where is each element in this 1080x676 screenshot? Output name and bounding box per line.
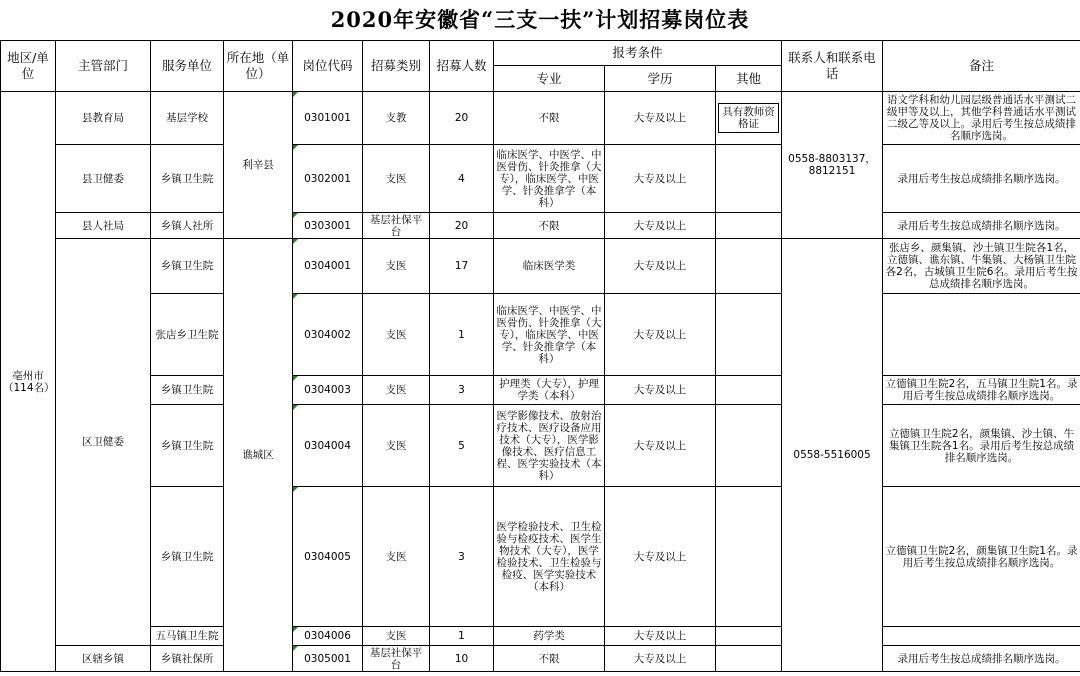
type-cell: 基层社保平台 xyxy=(363,213,430,239)
count-cell: 20 xyxy=(430,92,494,145)
type-cell: 支医 xyxy=(363,627,430,646)
type-cell: 支医 xyxy=(363,487,430,627)
header-note: 备注 xyxy=(883,41,1080,92)
other-cell xyxy=(716,239,782,294)
header-code: 岗位代码 xyxy=(293,41,363,92)
unit-cell: 乡镇社保所 xyxy=(151,646,224,672)
unit-cell: 张店乡卫生院 xyxy=(151,294,224,376)
note-cell: 张店乡、颜集镇、沙土镇卫生院各1名，立德镇、谯东镇、牛集镇、大杨镇卫生院各2名，古城镇卫生院6名。录用后考生按总成绩排名顺序选岗。 xyxy=(883,239,1080,294)
table-row xyxy=(1,294,1080,376)
other-cell xyxy=(716,145,782,213)
education-cell: 大专及以上 xyxy=(605,92,716,145)
header-row xyxy=(1,41,1080,66)
header-education: 学历 xyxy=(605,66,716,92)
other-cell xyxy=(716,627,782,646)
type-cell: 支教 xyxy=(363,92,430,145)
recruitment-table xyxy=(0,40,1080,672)
dept-cell: 区卫健委 xyxy=(56,239,151,646)
table-row xyxy=(1,376,1080,405)
header-contact: 联系人和联系电话 xyxy=(782,41,883,92)
header-dept: 主管部门 xyxy=(56,41,151,92)
code-cell: 0304006 xyxy=(293,627,363,646)
note-cell xyxy=(883,294,1080,376)
type-cell: 支医 xyxy=(363,294,430,376)
note-cell: 立德镇卫生院2名，五马镇卫生院1名。录用后考生按总成绩排名顺序选岗。 xyxy=(883,376,1080,405)
unit-cell: 乡镇卫生院 xyxy=(151,487,224,627)
code-cell: 0304001 xyxy=(293,239,363,294)
code-cell: 0304004 xyxy=(293,405,363,487)
major-cell: 药学类 xyxy=(494,627,605,646)
type-cell: 支医 xyxy=(363,145,430,213)
unit-cell: 乡镇卫生院 xyxy=(151,405,224,487)
dept-cell: 区辖乡镇 xyxy=(56,646,151,672)
note-cell xyxy=(883,627,1080,646)
major-cell: 不限 xyxy=(494,646,605,672)
dept-cell: 县人社局 xyxy=(56,213,151,239)
major-cell: 不限 xyxy=(494,213,605,239)
header-count: 招募人数 xyxy=(430,41,494,92)
major-cell: 临床医学类 xyxy=(494,239,605,294)
education-cell: 大专及以上 xyxy=(605,627,716,646)
education-cell: 大专及以上 xyxy=(605,487,716,627)
unit-cell: 乡镇卫生院 xyxy=(151,376,224,405)
dept-cell: 县教育局 xyxy=(56,92,151,145)
count-cell: 1 xyxy=(430,294,494,376)
other-cell xyxy=(716,213,782,239)
major-cell: 临床医学、中医学、中医骨伤、针灸推拿（大专），临床医学、中医学、针灸推拿学（本科） xyxy=(494,294,605,376)
unit-cell: 基层学校 xyxy=(151,92,224,145)
note-cell: 立德镇卫生院2名，颜集镇、沙土镇、牛集镇卫生院各1名。录用后考生按总成绩排名顺序选岗。 xyxy=(883,405,1080,487)
education-cell: 大专及以上 xyxy=(605,239,716,294)
major-cell: 护理类（大专），护理学类（本科） xyxy=(494,376,605,405)
note-cell: 语文学科和幼儿园层级普通话水平测试二级甲等及以上，其他学科普通话水平测试二级乙等及以上。录用后考生按总成绩排名顺序选岗。 xyxy=(883,92,1080,145)
code-cell: 0305001 xyxy=(293,646,363,672)
unit-cell: 五马镇卫生院 xyxy=(151,627,224,646)
location-cell: 利辛县 xyxy=(224,92,293,239)
code-cell: 0304003 xyxy=(293,376,363,405)
page-title: 2020年安徽省“三支一扶”计划招募岗位表 xyxy=(330,7,750,32)
count-cell: 3 xyxy=(430,487,494,627)
type-cell: 支医 xyxy=(363,239,430,294)
header-unit: 服务单位 xyxy=(151,41,224,92)
unit-cell: 乡镇人社所 xyxy=(151,213,224,239)
other-cell xyxy=(716,294,782,376)
teacher-cert-text: 具有教师资格证 xyxy=(718,103,779,133)
note-cell: 录用后考生按总成绩排名顺序选岗。 xyxy=(883,646,1080,672)
note-cell: 录用后考生按总成绩排名顺序选岗。 xyxy=(883,213,1080,239)
location-cell: 谯城区 xyxy=(224,239,293,672)
table-row xyxy=(1,239,1080,294)
education-cell: 大专及以上 xyxy=(605,646,716,672)
table-row xyxy=(1,145,1080,213)
major-cell: 临床医学、中医学、中医骨伤、针灸推拿（大专），临床医学、中医学、针灸推拿学（本科） xyxy=(494,145,605,213)
major-cell: 医学检验技术、卫生检验与检疫技术、医学生物技术（大专），医学检验技术、卫生检验与检疫、医学实验技术（本科） xyxy=(494,487,605,627)
major-cell: 不限 xyxy=(494,92,605,145)
unit-cell: 乡镇卫生院 xyxy=(151,239,224,294)
other-cell xyxy=(716,92,782,145)
education-cell: 大专及以上 xyxy=(605,213,716,239)
count-cell: 17 xyxy=(430,239,494,294)
code-cell: 0301001 xyxy=(293,92,363,145)
header-location: 所在地（单位） xyxy=(224,41,293,92)
code-cell: 0303001 xyxy=(293,213,363,239)
count-cell: 5 xyxy=(430,405,494,487)
code-cell: 0302001 xyxy=(293,145,363,213)
education-cell: 大专及以上 xyxy=(605,294,716,376)
contact-cell: 0558-8803137，8812151 xyxy=(782,92,883,239)
code-cell: 0304005 xyxy=(293,487,363,627)
type-cell: 支医 xyxy=(363,376,430,405)
table-row xyxy=(1,405,1080,487)
other-cell xyxy=(716,487,782,627)
header-major: 专业 xyxy=(494,66,605,92)
count-cell: 20 xyxy=(430,213,494,239)
major-cell: 医学影像技术、放射治疗技术、医疗设备应用技术（大专），医学影像技术、医疗信息工程、医学实验技术（本科） xyxy=(494,405,605,487)
other-cell xyxy=(716,376,782,405)
count-cell: 10 xyxy=(430,646,494,672)
count-cell: 3 xyxy=(430,376,494,405)
dept-cell: 县卫健委 xyxy=(56,145,151,213)
education-cell: 大专及以上 xyxy=(605,145,716,213)
type-cell: 基层社保平台 xyxy=(363,646,430,672)
header-conditions: 报考条件 xyxy=(494,41,782,66)
unit-cell: 乡镇卫生院 xyxy=(151,145,224,213)
table-row xyxy=(1,487,1080,627)
header-other: 其他 xyxy=(716,66,782,92)
header-region: 地区/单位 xyxy=(1,41,56,92)
table-row xyxy=(1,627,1080,646)
region-cell: 亳州市（114名） xyxy=(1,92,56,672)
other-cell xyxy=(716,646,782,672)
education-cell: 大专及以上 xyxy=(605,376,716,405)
type-cell: 支医 xyxy=(363,405,430,487)
table-row xyxy=(1,646,1080,672)
note-cell: 立德镇卫生院2名，颜集镇卫生院1名。录用后考生按总成绩排名顺序选岗。 xyxy=(883,487,1080,627)
contact-cell: 0558-5516005 xyxy=(782,239,883,672)
code-cell: 0304002 xyxy=(293,294,363,376)
header-type: 招募类别 xyxy=(363,41,430,92)
count-cell: 4 xyxy=(430,145,494,213)
table-row xyxy=(1,92,1080,145)
table-row xyxy=(1,213,1080,239)
note-cell: 录用后考生按总成绩排名顺序选岗。 xyxy=(883,145,1080,213)
other-cell xyxy=(716,405,782,487)
count-cell: 1 xyxy=(430,627,494,646)
education-cell: 大专及以上 xyxy=(605,405,716,487)
